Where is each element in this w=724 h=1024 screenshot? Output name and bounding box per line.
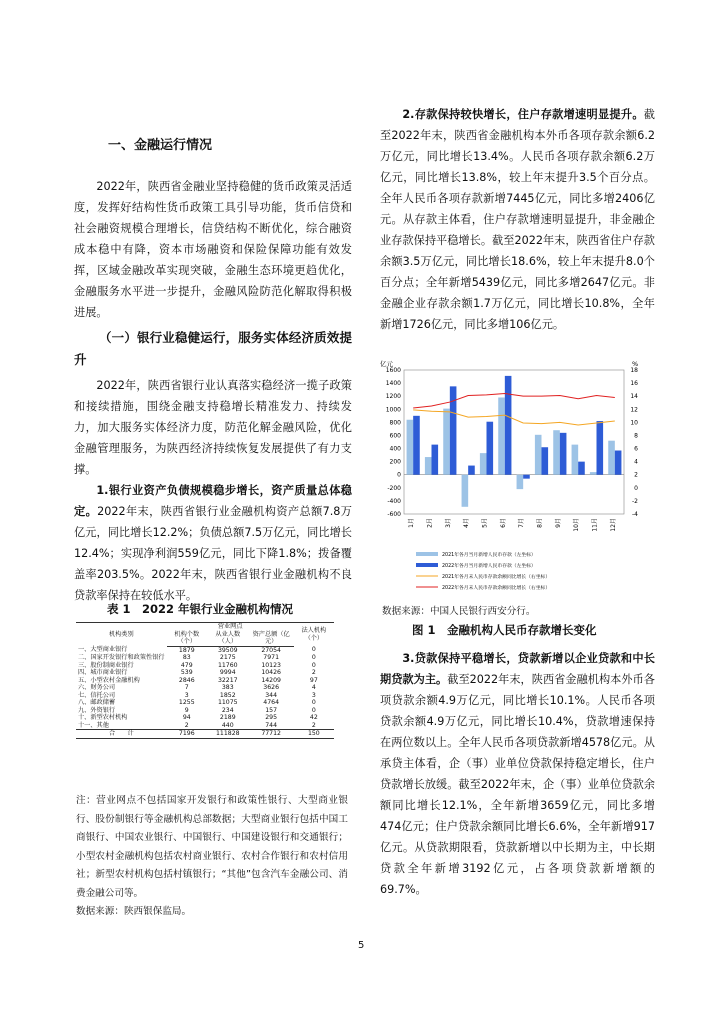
- point3-paragraph: [380, 648, 655, 900]
- bar: [597, 421, 604, 475]
- table-cell-value: 3626: [263, 684, 280, 691]
- table-header-assets: 资产总额（亿元）: [249, 631, 294, 647]
- table-cell-value: 32217: [217, 676, 238, 684]
- table-cell-value: 7: [184, 684, 189, 691]
- legend-label: 2021年各月末人民币存款余额同比增长（右坐标）: [442, 575, 551, 580]
- table-cell-value: 2: [184, 721, 189, 729]
- y-left-tick-label: 1600: [385, 367, 401, 374]
- table1-source: 数据来源：陕西银保监局。: [76, 906, 192, 917]
- y-right-tick-label: 8: [634, 432, 638, 440]
- table-cell-value: 10426: [261, 669, 281, 676]
- bar: [480, 453, 487, 475]
- point1-lead: 1.银行业资产负债规模稳步增长，资产质量总体稳定。: [74, 484, 352, 518]
- y-left-tick-label: 800: [389, 419, 401, 427]
- table-cell-value: 0: [311, 706, 316, 714]
- table-header-legal: 法人机构（个）: [294, 623, 334, 647]
- chart-left-unit: 亿元: [380, 360, 393, 368]
- table-row: [76, 722, 334, 730]
- table-cell-value: 539: [180, 669, 193, 676]
- table-cell-label: 十一、其他: [78, 721, 109, 729]
- legend-label: 2022年各月末人民币存款余额同比增长（右坐标）: [442, 586, 551, 591]
- table-cell-label: 九、外资银行: [78, 706, 116, 714]
- chart-right-unit: %: [632, 360, 639, 368]
- table-cell-value: 150: [294, 730, 334, 739]
- table1-note: 注：营业网点不包括国家开发银行和政策性银行、大型商业银行、股份制银行等金融机构总部数据；大型商业银行包括中国工商银行、中国农业银行、中国银行、中国建设银行和交通银行；小型农村金融机构包括农村商业银行、农村合作银行和农村信用社；新型农村机构包括村镇银行；“其他”包含汽车金融公司、消费金融公司等。: [76, 795, 348, 899]
- bar: [498, 397, 505, 474]
- table-cell-value: 0: [311, 654, 316, 661]
- bar: [578, 462, 585, 475]
- bar: [523, 475, 530, 479]
- section-title: 一、金融运行情况: [108, 138, 213, 153]
- table-cell-value: 1879: [178, 646, 195, 654]
- x-tick-label: 8月: [536, 518, 544, 528]
- table-row: [76, 677, 334, 685]
- y-right-tick-label: 0: [634, 484, 638, 492]
- table-cell-value: 83: [182, 654, 191, 661]
- x-tick-label: 5月: [481, 518, 489, 528]
- chart-plot-frame: [404, 370, 624, 514]
- table-cell-label: 一、大型商业银行: [78, 646, 128, 654]
- table-cell-value: 234: [221, 706, 234, 714]
- x-tick-label: 9月: [554, 518, 562, 528]
- bar: [505, 376, 512, 475]
- left-column: [74, 176, 352, 606]
- y-right-tick-label: -4: [632, 511, 638, 518]
- y-left-tick-label: 400: [389, 445, 401, 453]
- table-row: [76, 692, 334, 700]
- point2-text: 截至2022年末，陕西省金融机构本外币各项存款余额6.2万亿元，同比增长13.4%。人民币各项存款余额6.2万亿元，同比增长13.8%，较上年末提升3.5个百分点。全年人民币各项存款新增7445亿元，同比多增2406亿元。从存款主体看，住户存款增速明显提升，非金融企业存款保持平稳增长。截至2022年末，陕西省住户存款余额3.5万亿元，同比增长18.6%，较上年末提升8.0个百分点；全年新增5439亿元，同比多增2647亿元。非金融企业存款余额1.7万亿元，同比增长10.8%，全年新增1726亿元，同比多增106亿元。: [380, 108, 655, 331]
- table-row: [76, 684, 334, 692]
- bar: [542, 447, 549, 474]
- y-right-tick-label: 12: [630, 406, 638, 414]
- table-cell-label: 三、股份制商业银行: [78, 661, 134, 669]
- table-cell-value: 97: [309, 676, 318, 684]
- y-left-tick-label: -600: [387, 511, 401, 518]
- bar: [590, 472, 597, 475]
- y-right-tick-label: 16: [630, 380, 638, 388]
- table-cell-label: 八、邮政储蓄: [78, 699, 116, 706]
- subsection-title: （一）银行业稳健运行，服务实体经济质效提升: [74, 330, 352, 367]
- table-cell-value: 9994: [219, 669, 236, 676]
- y-left-tick-label: 1400: [385, 380, 401, 388]
- table-row: [76, 669, 334, 677]
- table-cell-value: 11760: [217, 661, 238, 669]
- y-left-tick-label: 200: [389, 458, 401, 466]
- y-right-tick-label: 2: [634, 471, 638, 479]
- table-cell-value: 3: [311, 691, 316, 699]
- table-cell-value: 27054: [261, 646, 281, 654]
- table-row: [76, 662, 334, 670]
- x-tick-label: 6月: [499, 518, 507, 528]
- table-cell-value: 344: [265, 691, 278, 699]
- x-tick-label: 7月: [518, 518, 526, 528]
- table-cell-value: 1852: [219, 691, 236, 699]
- bar: [615, 451, 622, 475]
- table-cell-value: 1255: [178, 699, 195, 706]
- point2-paragraph: [380, 104, 655, 335]
- bar: [432, 445, 439, 475]
- table-row: [76, 714, 334, 722]
- bar: [560, 433, 567, 475]
- table-cell-value: 2189: [219, 714, 236, 721]
- institutions-table: [76, 622, 334, 739]
- legend-label: 2022年各月当月新增人民币存款（左坐标）: [442, 564, 536, 569]
- table-cell-value: 7971: [263, 654, 280, 661]
- table-cell-value: 4: [311, 684, 316, 691]
- table-cell-value: 479: [180, 661, 193, 669]
- table1-note-block: [76, 792, 348, 922]
- table-cell-value: 2846: [178, 676, 195, 684]
- table-cell-value: 3: [184, 691, 189, 699]
- y-left-tick-label: 1200: [385, 393, 401, 401]
- table-cell-value: 111828: [207, 730, 249, 739]
- x-tick-label: 2月: [426, 518, 434, 528]
- table-cell-value: 94: [182, 714, 191, 721]
- x-tick-label: 3月: [444, 518, 452, 528]
- right-column: [380, 104, 655, 335]
- table-cell-label: 七、信托公司: [78, 691, 116, 699]
- table-cell-label: 六、财务公司: [78, 684, 116, 691]
- table-row: [76, 699, 334, 707]
- series-line: [413, 394, 615, 408]
- bar: [407, 420, 414, 475]
- table-cell-value: 0: [311, 646, 316, 654]
- figure1-source: 数据来源：中国人民银行西安分行。: [382, 606, 536, 617]
- x-tick-label: 1月: [408, 518, 416, 528]
- x-tick-label: 4月: [463, 518, 471, 528]
- table-cell-value: 0: [311, 699, 316, 706]
- table-row: [76, 707, 334, 715]
- y-right-tick-label: 18: [630, 367, 638, 374]
- table-cell-value: 4764: [263, 699, 280, 706]
- table-cell-label: 四、城市商业银行: [78, 669, 128, 676]
- legend-label: 2021年各月当月新增人民币存款（左坐标）: [442, 553, 536, 558]
- table-cell-value: 9: [184, 706, 189, 714]
- deposit-growth-chart: [376, 356, 658, 600]
- y-right-tick-label: 4: [634, 458, 638, 466]
- legend-swatch: [416, 552, 438, 556]
- y-left-tick-label: 0: [397, 471, 401, 479]
- y-left-tick-label: 600: [389, 432, 401, 440]
- table-cell-value: 10123: [261, 661, 281, 669]
- table-cell-value: 2: [311, 669, 316, 676]
- y-right-tick-label: 6: [634, 445, 638, 453]
- bar: [517, 475, 524, 489]
- table-cell-value: 440: [221, 721, 234, 729]
- bar: [413, 416, 420, 475]
- point1-paragraph: [74, 480, 352, 606]
- table-row: [76, 654, 334, 662]
- table-header-staff: 从业人数（人）: [207, 631, 249, 647]
- table-total-row: [76, 730, 334, 739]
- x-tick-label: 10月: [573, 518, 581, 532]
- y-left-tick-label: 1000: [385, 406, 401, 414]
- table-cell-label: 二、国家开发银行和政策性银行: [78, 654, 165, 661]
- bar: [425, 457, 432, 475]
- page-number: 5: [358, 940, 365, 951]
- y-left-tick-label: -200: [387, 484, 401, 492]
- banking-paragraph: 2022年，陕西省银行业认真落实稳经济一揽子政策和接续措施，围绕金融支持稳增长精准发力、持续发力，加大服务实体经济力度，防范化解金融风险，优化金融管理服务，为陕西经济持续恢复发展提供了有力支撑。: [74, 379, 352, 476]
- bar: [535, 435, 542, 475]
- table-cell-value: 2175: [219, 654, 236, 661]
- table-header-count: 机构个数（个）: [167, 631, 207, 647]
- table-cell-value: 295: [265, 714, 278, 721]
- table-header-group: 营业网点: [167, 623, 294, 631]
- table-cell-value: 744: [265, 721, 278, 729]
- table-cell-value: 0: [311, 661, 316, 669]
- table-cell-value: 157: [265, 706, 278, 714]
- bar: [572, 445, 579, 475]
- y-right-tick-label: 14: [630, 393, 638, 401]
- table-row: [76, 646, 334, 654]
- y-left-tick-label: -400: [387, 497, 401, 505]
- table-header-category: 机构类别: [76, 623, 167, 647]
- table1-caption: 表 1 2022 年银行业金融机构情况: [107, 602, 294, 616]
- bar: [443, 409, 450, 475]
- bar: [608, 441, 615, 475]
- table-cell-label: 合 计: [76, 730, 167, 739]
- y-right-tick-label: 10: [630, 419, 638, 427]
- table-cell-label: 五、小型农村金融机构: [78, 676, 140, 684]
- bar: [487, 422, 494, 475]
- table-cell-value: 14209: [261, 676, 281, 684]
- table-cell-value: 11075: [217, 699, 238, 706]
- point2-lead: 2.存款保持较快增长，住户存款增速明显提升。: [402, 108, 644, 121]
- figure1-caption: 图 1 金融机构人民币存款增长变化: [412, 623, 597, 637]
- x-tick-label: 12月: [609, 518, 617, 532]
- bar: [462, 475, 469, 507]
- table-cell-value: 39509: [217, 646, 238, 654]
- table-cell-value: 42: [309, 714, 318, 721]
- right-column-bottom: [380, 648, 655, 900]
- table-cell-value: 383: [221, 684, 234, 691]
- point3-lead: 3.贷款保持平稳增长，贷款新增以企业贷款和中长期贷款为主。: [380, 652, 655, 686]
- bar: [553, 430, 560, 475]
- table-cell-value: 77712: [249, 730, 294, 739]
- table-cell-value: 7196: [167, 730, 207, 739]
- point1-text: 2022年末，陕西省银行业金融机构资产总额7.8万亿元，同比增长12.2%；负债总额7.5万亿元，同比增长12.4%；实现净利润559亿元，同比下降1.8%；拨备覆盖率203.5%。2022年末，陕西省银行业金融机构不良贷款率保持在较低水平。: [74, 505, 352, 602]
- x-tick-label: 11月: [591, 518, 599, 532]
- bar: [468, 466, 475, 475]
- legend-swatch: [416, 563, 438, 567]
- point3-text: 截至2022年末，陕西省金融机构本外币各项贷款余额4.9万亿元，同比增长10.1%。人民币各项贷款余额4.9万亿元，同比增长10.4%，贷款增速保持在两位数以上。全年人民币各项贷款新增4578亿元。从承贷主体看，企（事）业单位贷款保持稳定增长，住户贷款增长放缓。截至2022年末，企（事）业单位贷款余额同比增长12.1%，全年新增3659亿元，同比多增474亿元；住户贷款余额同比增长6.6%，全年新增917亿元。从贷款期限看，贷款新增以中长期为主，中长期贷款全年新增3192亿元，占各项贷款新增额的69.7%。: [380, 673, 655, 896]
- table-cell-label: 十、新型农村机构: [78, 714, 128, 721]
- table-cell-value: 2: [311, 721, 316, 729]
- y-right-tick-label: -2: [632, 497, 638, 505]
- table-body: [76, 646, 334, 738]
- intro-paragraph: 2022年，陕西省金融业坚持稳健的货币政策灵活适度，发挥好结构性货币政策工具引导功能，货币信贷和社会融资规模合理增长，信贷结构不断优化，综合融资成本稳中有降，资本市场融资和保险保障功能有效发挥，区域金融改革实现突破，金融生态环境更趋优化，金融服务水平进一步提升，金融风险防范化解取得积极进展。: [74, 180, 352, 319]
